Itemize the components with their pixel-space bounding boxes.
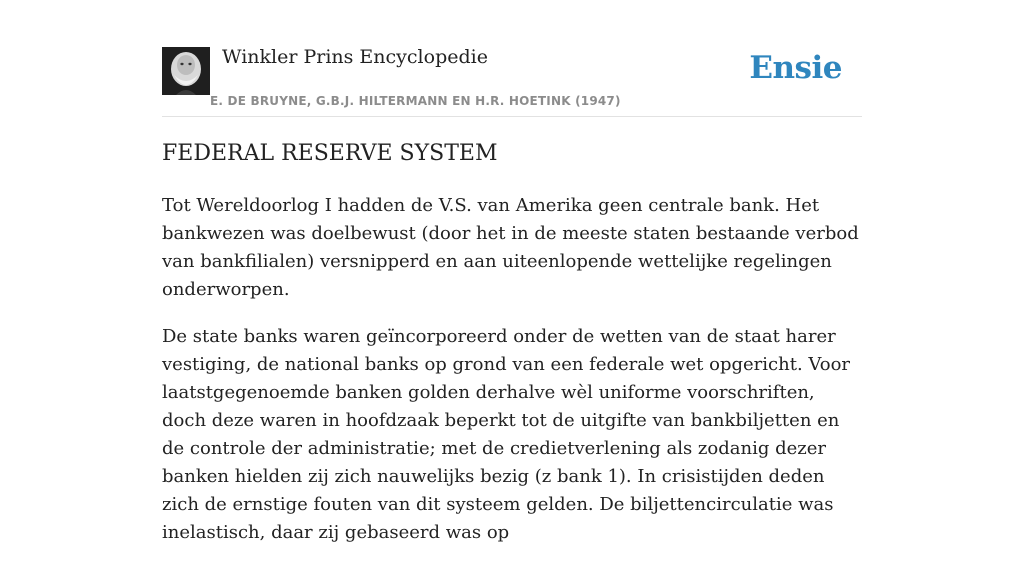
author-avatar bbox=[162, 47, 210, 95]
source-title[interactable]: Winkler Prins Encyclopedie bbox=[222, 46, 488, 68]
content-container bbox=[162, 0, 862, 543]
portrait-icon bbox=[162, 47, 210, 95]
article-paragraph: De state banks waren geïncorporeerd onder de wetten van de staat harer vestiging, de national banks op grond van een federale wet opgericht. Voor laatstgegenoemde banken golden derhalve wèl uniforme voorschriften, doch deze waren in hoofdzaak beperkt tot de uitgifte van bankbiljetten en de controle der administratie; met de credietverlening als zodanig dezer banken hielden zij zich nauwelijks bezig (z bank 1). In crisistijden deden zich de ernstige fouten van dit systeem gelden. De biljettencirculatie was inelastisch, daar zij gebaseerd was op bbox=[162, 326, 851, 543]
source-header bbox=[162, 0, 862, 117]
article-paragraph: Tot Wereldoorlog I hadden de V.S. van Amerika geen centrale bank. Het bankwezen was doelbewust (door het in de meeste staten bestaande verbod van bankfilialen) versnipperd en aan uiteenlopende wettelijke regelingen onderworpen. bbox=[162, 195, 859, 300]
source-authors: E. DE BRUYNE, G.B.J. HILTERMANN EN H.R. HOETINK (1947) bbox=[210, 94, 621, 108]
ensie-logo[interactable]: Ensie bbox=[749, 50, 842, 86]
article-body bbox=[162, 192, 862, 566]
article-title: FEDERAL RESERVE SYSTEM bbox=[162, 141, 498, 166]
